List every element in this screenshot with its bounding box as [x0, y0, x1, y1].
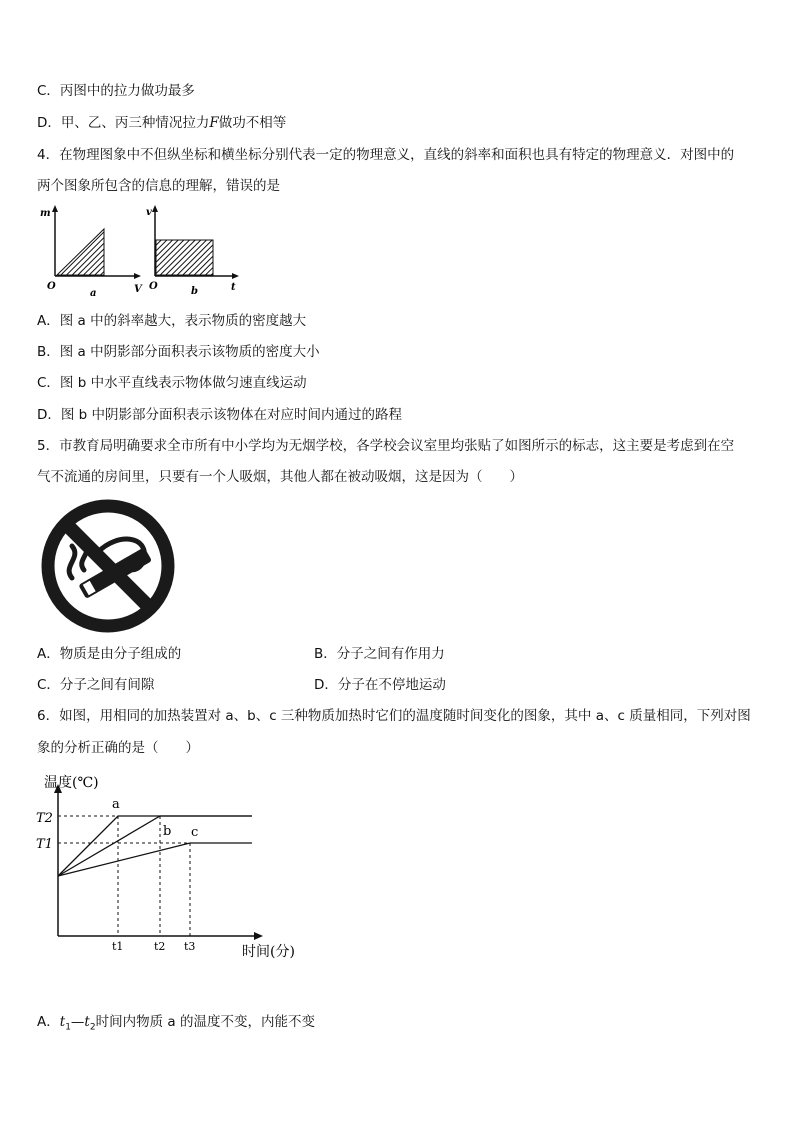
q4-option-a: A．图 a 中的斜率越大，表示物质的密度越大: [37, 313, 307, 329]
q4-graph-b: [141, 203, 251, 299]
q5-stem-line1: 5．市教育局明确要求全市所有中小学均为无烟学校，各学校会议室里均张贴了如图所示的标志，这主要是考虑到在空: [37, 438, 735, 454]
q6-option-a-pre: A．: [37, 1014, 60, 1030]
q6-option-a-var1: t: [59, 1014, 66, 1030]
q6-option-a-sub1: 1: [65, 1022, 71, 1033]
q4a-caption: a: [90, 288, 97, 299]
q5-option-d: D．分子在不停地运动: [314, 677, 446, 693]
q4-option-d: D．图 b 中阴影部分面积表示该物体在对应时间内通过的路程: [37, 407, 403, 423]
q4-stem-line1: 4．在物理图象中不但纵坐标和横坐标分别代表一定的物理意义，直线的斜率和面积也具有特定的物理意义．对图中的: [37, 147, 735, 163]
q6-stem-line2: 象的分析正确的是（ ）: [37, 740, 199, 756]
q6-y-axis-label: 温度(℃): [44, 775, 99, 791]
q6-option-a-var2: t: [84, 1014, 90, 1030]
q4a-x-label: V: [134, 284, 142, 295]
q6-curve-b-label: b: [163, 824, 172, 839]
q6-x-arrow: [254, 932, 263, 940]
q3-option-d-post: 做功不相等: [218, 115, 287, 131]
q6-tick2-label: t2: [154, 940, 166, 953]
q5-option-a: A．物质是由分子组成的: [37, 646, 182, 662]
q6-curve-a-label: a: [112, 797, 120, 812]
q3-option-c: C．丙图中的拉力做功最多: [37, 83, 195, 99]
q6-option-a-post: 时间内物质 a 的温度不变，内能不变: [95, 1014, 315, 1030]
q3-option-d-var: F: [209, 115, 219, 131]
q6-t1-label: T1: [36, 837, 53, 852]
q4b-shaded-area: [156, 240, 213, 275]
q4b-origin: O: [149, 281, 158, 292]
q4a-y-label: m: [40, 208, 51, 219]
q3-option-d-pre: D．甲、乙、丙三种情况拉力: [37, 115, 210, 131]
q6-option-a-dash: —: [70, 1014, 85, 1030]
q6-option-a: [37, 1013, 315, 1037]
q3-option-d: [37, 114, 286, 132]
q4-option-b: B．图 a 中阴影部分面积表示该物质的密度大小: [37, 344, 320, 360]
q5-option-c: C．分子之间有间隙: [37, 677, 155, 693]
q6-temperature-graph: [30, 766, 320, 966]
q6-x-axis-label: 时间(分): [242, 944, 295, 960]
q4b-x-arrow: [232, 273, 239, 279]
q6-option-a-sub2: 2: [89, 1022, 96, 1033]
q4b-x-label: t: [231, 282, 236, 293]
q4a-shaded-area: [57, 229, 104, 275]
q4a-y-arrow: [52, 205, 58, 212]
q4b-y-label: v: [146, 207, 152, 218]
no-smoking-sign: [38, 496, 178, 636]
q4b-y-arrow: [152, 205, 158, 212]
q6-tick3-label: t3: [184, 940, 196, 953]
q4b-caption: b: [191, 286, 198, 297]
q6-tick1-label: t1: [112, 940, 124, 953]
q4a-x-arrow: [134, 273, 141, 279]
q4-option-c: C．图 b 中水平直线表示物体做匀速直线运动: [37, 375, 307, 391]
q6-curve-c-label: c: [191, 825, 199, 840]
q6-stem-line1: 6．如图，用相同的加热装置对 a、b、c 三种物质加热时它们的温度随时间变化的图象，其中 a、c 质量相同，下列对图: [37, 708, 751, 724]
q4-graph-a: [36, 203, 146, 299]
q4a-origin: O: [47, 281, 56, 292]
q6-curve-a: [58, 816, 252, 876]
q4-stem-line2: 两个图象所包含的信息的理解，错误的是: [37, 178, 280, 194]
q5-option-b: B．分子之间有作用力: [314, 646, 445, 662]
q6-t2-label: T2: [36, 811, 53, 826]
q5-stem-line2: 气不流通的房间里，只要有一个人吸烟，其他人都在被动吸烟，这是因为（ ）: [37, 469, 523, 485]
